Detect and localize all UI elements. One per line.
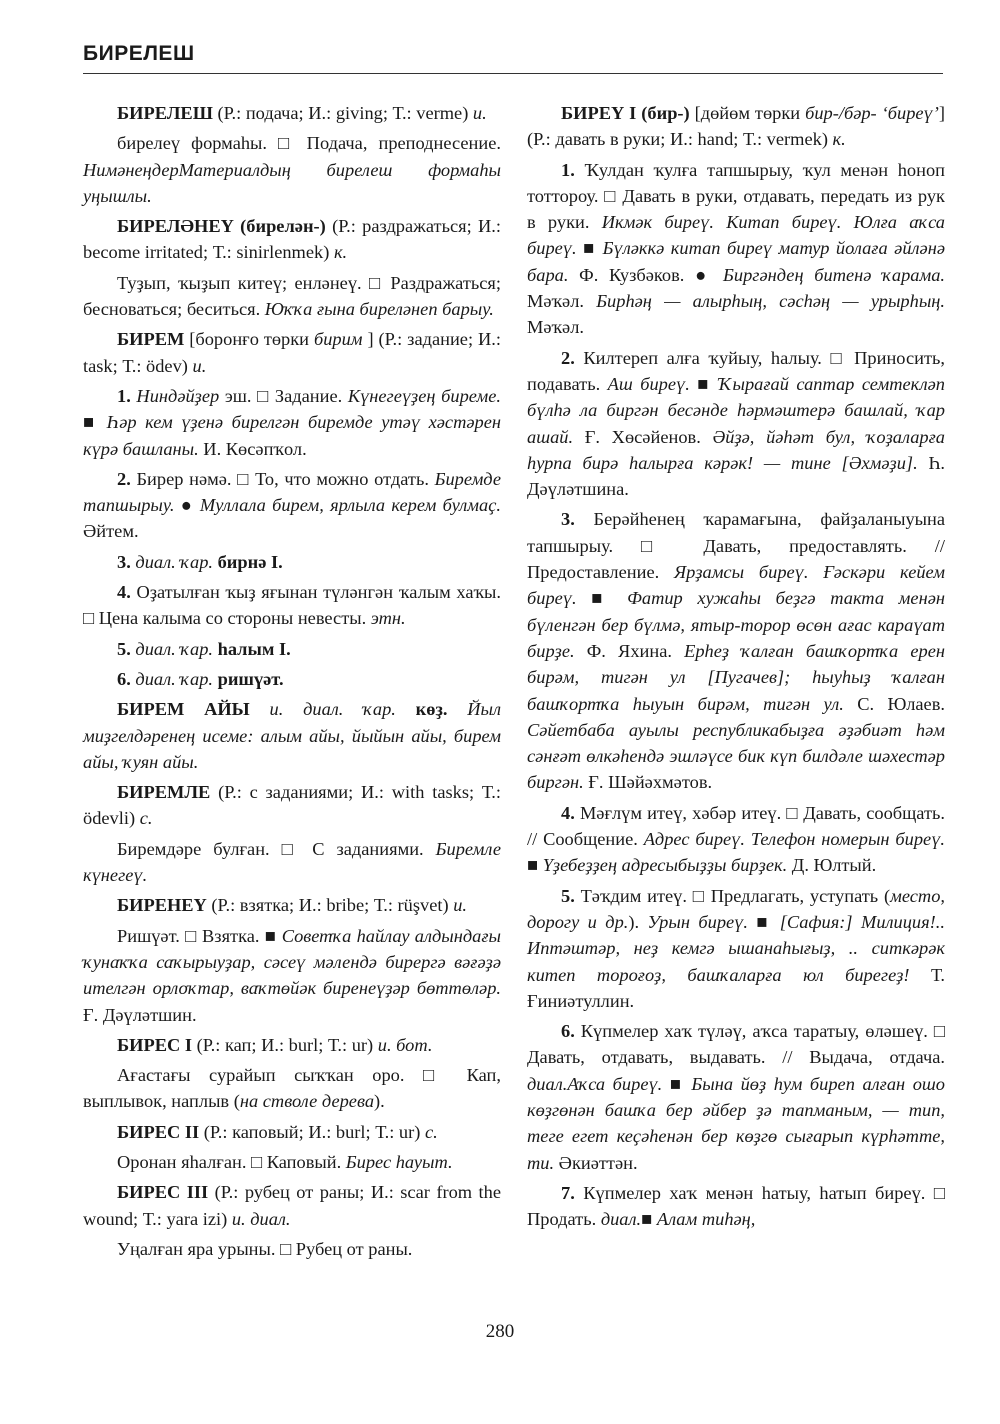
part-of-speech: и. — [453, 895, 467, 916]
example: Бирһәң — алырһың, сәсһәң — урырһың. — [596, 291, 945, 312]
sense-number: 5. — [561, 885, 575, 906]
entry-sense — [83, 1062, 501, 1115]
definition-text: Ағастағы сурайып сыҡҡан оро. □ Кап, выплывок, наплыв ( — [83, 1065, 501, 1112]
dictionary-entry — [83, 1179, 501, 1232]
headword: БИРЕМ — [117, 329, 185, 350]
sense-number: 1. — [117, 385, 131, 406]
citation-source: Һ. Дәүләтшина. — [527, 452, 945, 500]
italic-gloss: диал. — [527, 1073, 568, 1094]
example: Адрес биреү. Телефон номерын биреү. ■ Үҙебеҙҙең адресыбыҙҙы бирҙек. — [527, 829, 945, 876]
example: Бирес һауыт. — [345, 1151, 453, 1172]
entry-sense — [83, 383, 501, 462]
sense-number: 1. — [561, 159, 575, 180]
cross-reference: көҙ. — [395, 699, 448, 720]
cross-reference: һалым I. — [213, 638, 291, 659]
entry-sense — [527, 883, 945, 1014]
entry-sense — [527, 506, 945, 795]
headword: БИРЕМ АЙЫ — [117, 699, 250, 720]
citation-source: И. Көсәпҡол. — [198, 438, 307, 459]
definition-text: Бирер нәмә. □ То, что можно отдать. — [130, 468, 435, 489]
sense-number: 3. — [117, 551, 131, 572]
entry-sense — [83, 836, 501, 889]
definition-text: (Р.: каповый; И.: burl; Т.: ur) — [199, 1121, 425, 1142]
definition-text: эш. □ Задание. — [219, 385, 348, 406]
left-column — [83, 100, 501, 1262]
headword: БИРЕНЕҮ — [117, 895, 207, 916]
definition-text: (Р.: кап; И.: burl; Т.: ur) — [192, 1034, 378, 1055]
italic-gloss: место, дорогу и др. — [527, 885, 945, 932]
entry-sense — [83, 666, 501, 692]
dictionary-entry — [83, 326, 501, 379]
italic-gloss: диал. ҡар. — [130, 551, 213, 572]
citation-source: Мәҡәл. — [527, 291, 597, 312]
italic-gloss: диал. — [600, 1209, 642, 1230]
entry-sense — [83, 549, 501, 575]
headword: БИРЕС III — [117, 1182, 209, 1203]
definition-text: Тәҡдим итеү. □ Предлагать, уступать ( — [574, 885, 891, 906]
italic-gloss: Ниндәйҙер — [136, 385, 220, 406]
citation-source: Ф. Кузбәков. — [568, 264, 696, 285]
cross-reference: ришүәт. — [213, 668, 284, 689]
sense-number: 4. — [117, 582, 131, 603]
definition-text: Туҙып, ҡыҙып китеү; енләнеү. □ Раздражаться; бесноваться; беситься. — [83, 272, 501, 320]
example: Урын биреү. ■ [Сафия:] Милиция!.. Иптәштәр, неҙ кемгә ышанаһығыҙ, .. ситкәрәк китеп тороғоҙ, башҡаларға юл бирегеҙ! — [527, 911, 945, 985]
headword: БИРЕЛӘНЕҮ (бирелән-) — [117, 216, 326, 237]
definition-text: ] (Р.: задание; И.: task; Т.: ödev) — [83, 329, 501, 376]
entry-sense — [527, 345, 945, 503]
part-of-speech: и. — [192, 355, 207, 376]
cross-reference: бирнә I. — [213, 551, 283, 572]
entry-sense — [83, 466, 501, 545]
definition-text: ] (Р.: давать в руки; И.: hand; Т.: vermek) — [527, 103, 945, 150]
citation-source: С. Юлаев. — [843, 693, 945, 714]
definition-text: Биремдәре булған. □ С заданиями. — [117, 838, 436, 859]
italic-gloss: этн. — [366, 608, 406, 629]
definition-text: бирелеү формаһы. □ Подача, преподнесение. — [117, 133, 501, 154]
headword: БИРЕМЛЕ — [117, 782, 211, 803]
citation-source: Д. Юлтый. — [787, 855, 877, 876]
example: Әйҙә, йәһәт бул, ҡоҙаларға һурпа бирә һалырға кәрәк! — тине [Әхмәҙи]. — [527, 426, 945, 473]
headword: БИРЕЛЕШ — [117, 103, 213, 123]
citation-source: Т. Ғиниәтуллин. — [527, 964, 945, 1011]
part-of-speech: и. — [472, 103, 487, 123]
example: Юҡҡа ғына биреләнеп барыу. — [264, 299, 494, 320]
definition-text: Мәғлүм итеү, хәбәр итеү. □ Давать, сообщать. // Сообщение. — [527, 802, 945, 850]
definition-text: ). — [374, 1091, 385, 1112]
definition-text: (Р.: рубец от раны; И.: scar from the wound; Т.: yara izi) — [83, 1182, 501, 1229]
definition-text: ). — [628, 911, 648, 932]
example: ● Биргәндең битенә ҡарама. — [695, 264, 946, 285]
headword: БИРЕС II — [117, 1121, 200, 1142]
definition-text: (Р.: с заданиями; И.: with tasks; Т.: ödevli) — [83, 782, 501, 829]
entry-sense — [83, 1149, 501, 1175]
example: Биремле күнегеү. — [83, 838, 501, 886]
citation-source: Ғ. Дәүләтшин. — [83, 1004, 197, 1025]
entry-sense — [83, 923, 501, 1028]
part-of-speech: и. диал. — [231, 1208, 291, 1229]
dictionary-entry — [83, 779, 501, 832]
entry-sense — [527, 1018, 945, 1176]
italic-gloss: Нимәнеңдер — [83, 159, 179, 180]
running-head: БИРЕЛЕШ — [83, 42, 195, 65]
definition-text: [боронғо төрки — [184, 329, 314, 350]
dictionary-entry — [83, 213, 501, 266]
dictionary-entry — [83, 696, 501, 775]
part-of-speech: с. — [424, 1121, 438, 1142]
italic-gloss: и. диал. ҡар. — [249, 699, 396, 720]
page-number: 280 — [485, 1321, 515, 1342]
example: Материалдың бирелеш формаһы уңышлы. — [83, 159, 501, 206]
dictionary-entry — [83, 1119, 501, 1145]
citation-source: Ғ. Хөсәйенов. — [573, 426, 713, 447]
example: Икмәк биреү. Китап биреү. Юлға аҡса биреү. ■ Бүләккә китап биреү матур йолаға әйләнә бара. — [527, 212, 945, 285]
dictionary-entry — [527, 100, 945, 153]
definition-text: Күпмелер хаҡ менән һатыу, һатып биреү. □ Продать. — [527, 1182, 945, 1230]
definition-text: Уңалған яра урыны. □ Рубец от раны. — [117, 1238, 413, 1259]
definition-text: (Р.: взятка; И.: bribe; Т.: rüşvet) — [206, 895, 454, 916]
citation-source: Әкиәттән. — [554, 1152, 638, 1173]
sense-number: 2. — [561, 347, 575, 368]
example: Аш биреү. ■ Ҡырағай саптар семтекләп бүлһә ла биргән бесәнде һәрмәштерә башлай, ҡар ашай. — [527, 373, 945, 447]
part-of-speech: с. — [139, 808, 153, 829]
entry-sense — [527, 800, 945, 879]
sense-number: 5. — [117, 638, 131, 659]
headword: БИРЕС I — [117, 1034, 192, 1055]
example: Күнегеүҙең биреме. ■ Һәр кем үҙенә бирелгән биремде утәү хәстәрен күрә башланы. — [83, 385, 501, 459]
italic-gloss: диал. ҡар. — [130, 668, 213, 689]
definition-text: Килтереп алға ҡуйыу, һалыу. □ Приносить, подавать. — [527, 347, 945, 394]
definition-text: [дөйөм төрки — [689, 103, 806, 123]
example: Аҡса биреү. ■ Бына йөҙ һум биреп алған ошо көҙгөнән башҡа бер әйбер ҙә тапманым, — тип, теге егет кеҫәһенән бер көҙгө сығарып күрһәтте, ти. — [527, 1073, 945, 1173]
definition-text: Ришүәт. □ Взятка. — [117, 925, 265, 946]
example: ■ Советҡа һайлау алдындағы ҡунаҡҡа саҡырыуҙар, сәсеү мәлендә бирергә вәғәҙә ителгән орлоҡтар, ваҡтөйәк биренеүҙәр бөттөләр. — [83, 925, 501, 999]
entry-sense — [83, 636, 501, 662]
entry-sense — [83, 270, 501, 323]
citation-source: Әйтем. — [83, 521, 139, 542]
sense-number: 7. — [561, 1182, 575, 1203]
part-of-speech: и. бот. — [377, 1034, 433, 1055]
italic-gloss: на стволе дерева — [239, 1091, 375, 1112]
dictionary-entry — [83, 100, 501, 126]
entry-sense — [83, 130, 501, 209]
definition-text: Күпмелер хаҡ түләү, аҡса таратыу, өләшеү. □ Давать, отдавать, выдавать. // Выдача, отдача. — [527, 1021, 945, 1068]
definition-text: (Р.: раздражаться; И.: become irritated; Т.: sinirlenmek) — [83, 216, 501, 263]
citation-source: Мәҡәл. — [527, 317, 584, 338]
part-of-speech: к. — [832, 129, 846, 150]
definition-text: Оронан яһалған. □ Каповый. — [117, 1151, 346, 1172]
dictionary-entry — [83, 1032, 501, 1058]
header-rule — [83, 73, 943, 74]
sense-number: 6. — [561, 1021, 575, 1042]
citation-source: Ғ. Шәйәхмәтов. — [583, 772, 713, 793]
dictionary-entry — [83, 892, 501, 918]
citation-source: Ф. Яхина. — [574, 640, 685, 661]
definition-text: Берәйһенең ҡарамағына, файҙаланыуына тапшырыу. □ Давать, предоставлять. // Предоставление. — [527, 509, 945, 583]
example: ■ Алам тиһәң, — [641, 1209, 756, 1230]
italic-gloss: бирим — [313, 329, 363, 350]
example: Ерһеҙ ҡалған башҡортҡа ерен бирәм, тигән ул [Пугачев]; һыуһыҙ ҡалған башҡортҡа һыуын бирәм, тигән ул. — [527, 640, 945, 714]
italic-gloss: диал. ҡар. — [130, 638, 213, 659]
example: Ярҙамсы биреү. Ғәскәри кейем биреү. ■ Фатир хужаһы беҙгә такта менән бүленгән бер бүлмә, ятыр-торор өсөн ағас караүат бирҙе. — [527, 562, 945, 661]
entry-sense — [527, 157, 945, 341]
entry-sense — [83, 1236, 501, 1262]
definition-text: Ҡулдан ҡулға тапшырыу, ҡул менән һоноп тоттороу. □ Давать в руки, отдавать, передать из рук в руки. — [527, 159, 945, 233]
italic-gloss: бир-/бәр- ‘биреү’ — [805, 103, 939, 123]
definition-text: (Р.: подача; И.: giving; Т.: verme) — [212, 103, 473, 123]
entry-sense — [83, 579, 501, 632]
right-column — [527, 100, 945, 1232]
example: Йыл миҙгелдәренең иcеме: алым айы, йыйын айы, бирем айы, ҡуян айы. — [83, 699, 501, 772]
example: Сәйетбаба ауылы республикабыҙға әҙәбиәт һәм сәнғәт өлкәһендә эшләүсе бик күп билдәле шәхестәр биргән. — [527, 719, 945, 793]
part-of-speech: к. — [333, 242, 348, 263]
headword: БИРЕҮ I (бир-) — [561, 103, 690, 123]
example: Биремде тапшырыу. ● Муллала бирем, ярлыла керем булмаҫ. — [83, 468, 501, 516]
sense-number: 4. — [561, 802, 575, 823]
sense-number: 3. — [561, 509, 575, 530]
entry-sense — [527, 1180, 945, 1233]
sense-number: 6. — [117, 668, 131, 689]
definition-text: Оҙатылған ҡыҙ яғынан түләнгән ҡалым хаҡы. □ Цена калыма со стороны невесты. — [83, 582, 501, 629]
sense-number: 2. — [117, 468, 131, 489]
